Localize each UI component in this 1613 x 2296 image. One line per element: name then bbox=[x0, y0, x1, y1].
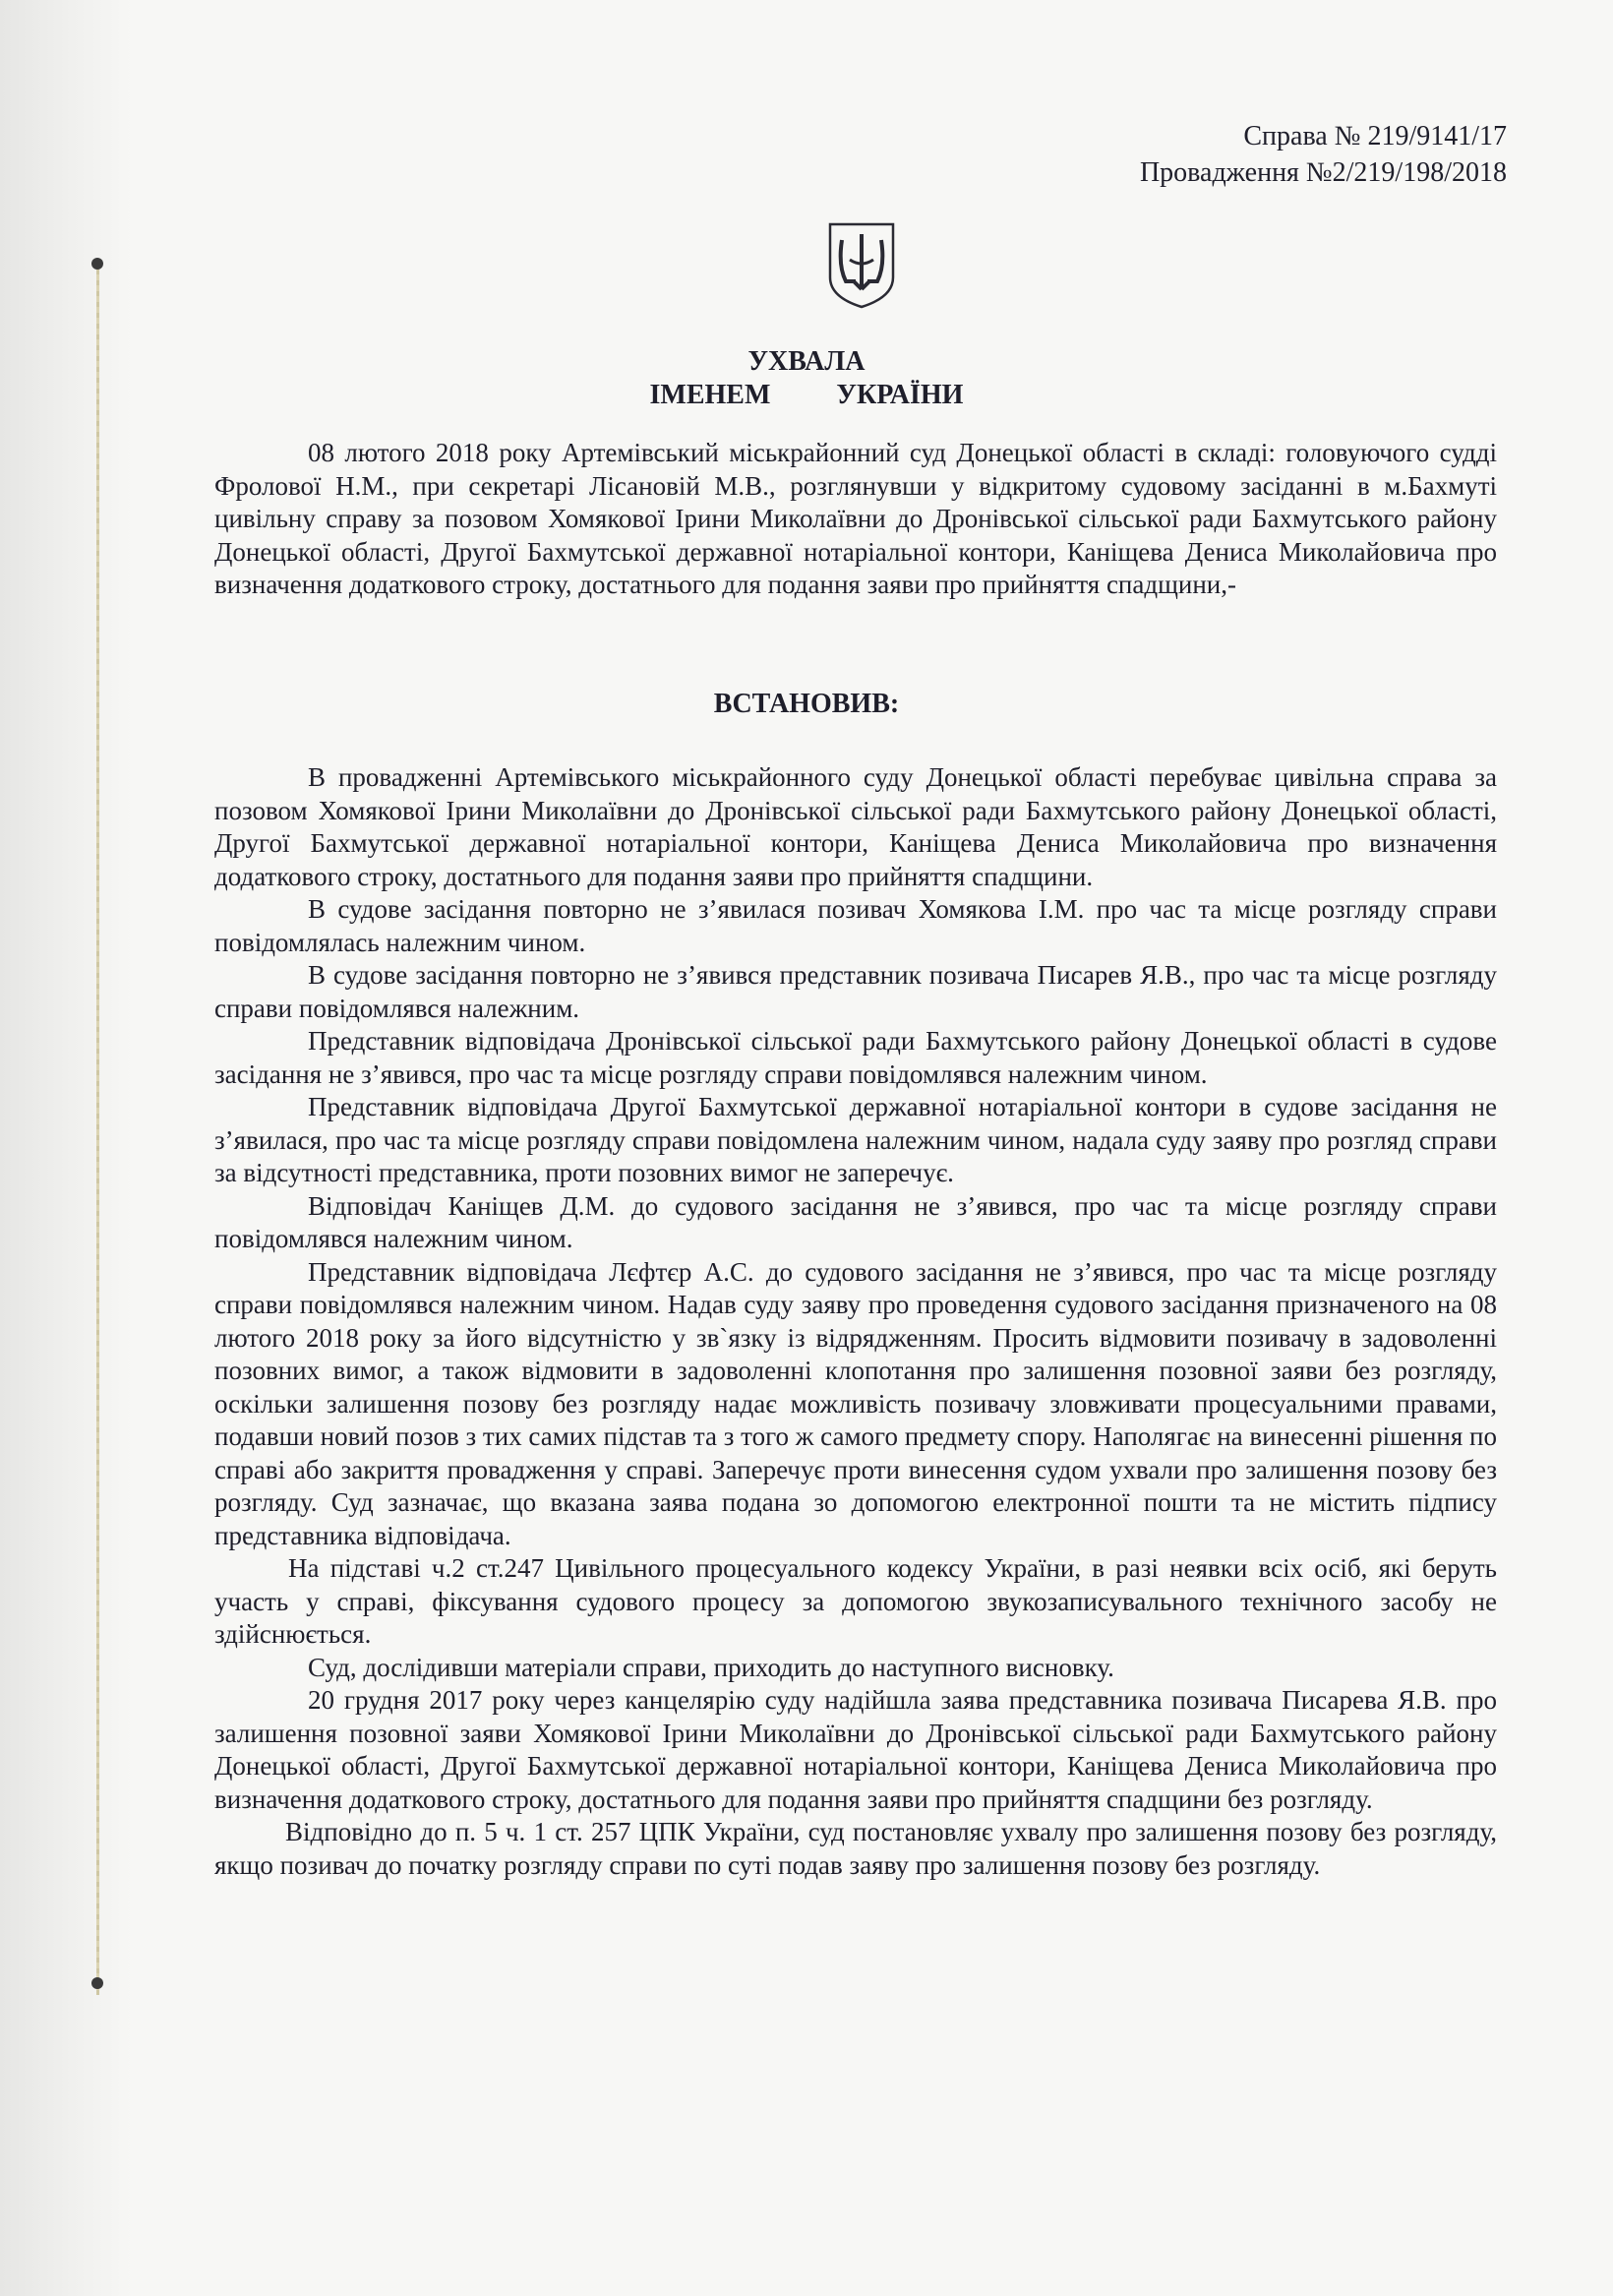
section-title: ВСТАНОВИВ: bbox=[713, 689, 900, 719]
body-paragraph: Представник відповідача Лєфтєр А.С. до судового засідання не з’явився, про час та місце розгляду справи повідомлявся належним чином. Надав суду заяву про проведення судового засідання призначеного на 08 лютого 2018 року за його відсутністю у зв`язку із відрядженням. Просить відмовити позивачу в задоволенні позовних вимог, а також відмовити в задоволенні клопотання про залишення позовної заяви без розгляду, оскільки залишення позову без розгляду надає можливість позивачу зловживати процесуальними правами, подавши новий позов з тих самих підстав та з того ж самого предмету спору. Наполягає на винесенні рішення по справі або закриття провадження у справі. Заперечує проти винесення судом ухвали про залишення позову без розгляду. Суд зазначає, що вказана заява подана зо допомогою електронної пошти та не містить підпису представника відповідача. bbox=[214, 1256, 1497, 1550]
binding-hole bbox=[91, 258, 103, 270]
body-paragraph: 20 грудня 2017 року через канцелярію суду надійшла заява представника позивача Писарева Я.В. про залишення позовної заяви Хомякової Ірини Миколаївни до Дронівської сільської ради Бахмутського району Донецької області, Другої Бахмутської державної нотаріальної контори, Каніщева Дениса Миколайовича про визначення додаткового строку, достатнього для подання заяви про прийняття спадщини без розгляду. bbox=[214, 1685, 1497, 1814]
body-paragraph: Відповідно до п. 5 ч. 1 ст. 257 ЦПК України, суд постановляє ухвалу про залишення позову без розгляду, якщо позивач до початку розгляду справи по суті подав заяву про залишення позову без розгляду. bbox=[214, 1817, 1497, 1880]
body-paragraph: В судове засідання повторно не з’явилася позивач Хомякова І.М. про час та місце розгляду справи повідомлялась належним чином. bbox=[214, 894, 1497, 957]
intro-text: 08 лютого 2018 року Артемівський міськрайонний суд Донецької області в складі: головуючого судді Фролової Н.М., при секретарі Лісановій М.В., розглянувши у відкритому судовому засіданні в м.Бахмуті цивільну справу за позовом Хомякової Ірини Миколаївни до Дронівської сільської ради Бахмутського району Донецької області, Другої Бахмутської державної нотаріальної контори, Каніщева Дениса Миколайовича про визначення додаткового строку, достатнього для подання заяви про прийняття спадщини,- bbox=[214, 438, 1497, 599]
body-paragraph: Суд, дослідивши матеріали справи, приходить до наступного висновку. bbox=[308, 1652, 1114, 1682]
binding-hole bbox=[91, 1977, 103, 1989]
body-paragraph: В судове засідання повторно не з’явився представник позивача Писарев Я.В., про час та місце розгляду справи повідомлявся належним. bbox=[214, 960, 1497, 1023]
body-paragraph: На підставі ч.2 ст.247 Цивільного процесуального кодексу України, в разі неявки всіх осіб, які беруть участь у справі, фіксування судового процесу за допомогою звукозаписувального технічного засобу не здійснюється. bbox=[214, 1553, 1497, 1649]
case-reference bbox=[1140, 118, 1507, 191]
document-body bbox=[214, 761, 1497, 1882]
body-paragraph: Представник відповідача Другої Бахмутської державної нотаріальної контори в судове засідання не з’явилася, про час та місце розгляду справи повідомлена належним чином, надала суду заяву про розгляд справи за відсутності представника, проти позовних вимог не заперечує. bbox=[214, 1092, 1497, 1187]
body-paragraph: Відповідач Каніщев Д.М. до судового засідання не з’явився, про час та місце розгляду справи повідомлявся належним чином. bbox=[214, 1190, 1497, 1253]
trident-emblem-icon bbox=[824, 220, 899, 309]
body-paragraph: В провадженні Артемівського міськрайонного суду Донецької області перебуває цивільна справа за позовом Хомякової Ірини Миколаївни до Дронівської сільської ради Бахмутського району Донецької області, Другої Бахмутської державної нотаріальної контори, Каніщева Дениса Миколайовича про визначення додаткового строку, достатнього для подання заяви про прийняття спадщини. bbox=[214, 762, 1497, 891]
proceeding-number: Провадження №2/219/198/2018 bbox=[1139, 157, 1507, 188]
case-number: Справа № 219/9141/17 bbox=[1243, 121, 1507, 151]
intro-paragraph bbox=[214, 437, 1497, 602]
body-paragraph: Представник відповідача Дронівської сільської ради Бахмутського району Донецької області в судове засідання не з’явився, про час та місце розгляду справи повідомлявся належним чином. bbox=[214, 1026, 1497, 1089]
page-binding-edge bbox=[0, 0, 133, 2296]
document-title: УХВАЛА bbox=[747, 346, 866, 377]
document-subtitle: ІМЕНЕМ УКРАЇНИ bbox=[649, 380, 964, 410]
binding-thread bbox=[96, 264, 99, 1995]
